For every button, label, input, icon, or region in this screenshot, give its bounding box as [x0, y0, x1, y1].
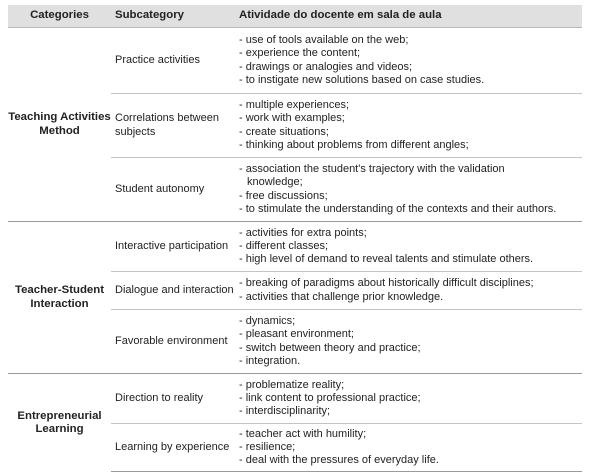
activity-line: - activities for extra points;	[239, 226, 367, 239]
category-cell: Teaching Activities Method	[8, 111, 111, 137]
activity-line: - association the student's trajectory with the validation	[239, 163, 505, 176]
subcategory-cell: Learning by experience	[111, 424, 235, 472]
header-categories: Categories	[8, 5, 111, 28]
activity-line: - breaking of paradigms about historically difficult disciplines;	[239, 277, 534, 290]
subcategory-cell: Interactive participation	[111, 222, 235, 272]
header-activities: Atividade do docente em sala de aula	[235, 5, 582, 28]
activity-line: - to stimulate the understanding of the contexts and their authors.	[239, 202, 557, 215]
category-cell: Entrepreneurial Learning	[8, 374, 111, 472]
activity-line: - link content to professional practice;	[239, 391, 421, 404]
activity-line: - deal with the pressures of everyday life.	[239, 454, 439, 467]
activities-cell	[235, 272, 582, 310]
activity-line: - dynamics;	[239, 315, 296, 328]
activity-line: - high level of demand to reveal talents and stimulate others.	[239, 253, 534, 266]
subcategory-cell: Favorable environment	[111, 310, 235, 374]
activity-line: - problematize reality;	[239, 378, 345, 391]
activity-line: - different classes;	[239, 239, 329, 252]
activity-line: - free discussions;	[239, 189, 328, 202]
table-row	[8, 28, 582, 94]
activities-cell	[235, 28, 582, 94]
header-subcategory: Subcategory	[111, 5, 235, 28]
activity-line: - multiple experiences;	[239, 99, 350, 112]
activity-line: - activities that challenge prior knowledge.	[239, 290, 444, 303]
activity-line: - use of tools available on the web;	[239, 34, 409, 47]
activity-line: - create situations;	[239, 125, 329, 138]
table-row	[8, 222, 582, 272]
category-cell: Teacher-Student Interaction	[8, 222, 111, 374]
activities-cell	[235, 374, 582, 424]
activity-line: - interdisciplinarity;	[239, 405, 331, 418]
activities-cell	[235, 310, 582, 374]
subcategory-cell: Direction to reality	[111, 374, 235, 424]
subcategory-cell: Dialogue and interaction	[111, 272, 235, 310]
subcategory-cell: Correlations between subjects	[111, 94, 235, 158]
activities-cell	[235, 94, 582, 158]
table-row	[8, 374, 582, 424]
activity-line: - drawings or analogies and videos;	[239, 60, 413, 73]
activity-line: - pleasant environment;	[239, 328, 354, 341]
subcategory-cell: Student autonomy	[111, 158, 235, 222]
activity-line: - to instigate new solutions based on case studies.	[239, 73, 485, 86]
activity-line: - thinking about problems from different angles;	[239, 138, 469, 151]
activity-line: - switch between theory and practice;	[239, 341, 421, 354]
activity-line: - experience the content;	[239, 47, 361, 60]
categories-table	[8, 5, 582, 472]
activity-line: - work with examples;	[239, 112, 345, 125]
activities-cell	[235, 222, 582, 272]
activities-cell	[235, 158, 582, 222]
activities-cell	[235, 424, 582, 472]
header-row	[8, 5, 582, 28]
activity-line: knowledge;	[247, 176, 303, 189]
activity-line: - teacher act with humility;	[239, 427, 367, 440]
activity-line: - integration.	[239, 354, 301, 367]
subcategory-cell: Practice activities	[111, 28, 235, 94]
activity-line: - resilience;	[239, 440, 296, 453]
